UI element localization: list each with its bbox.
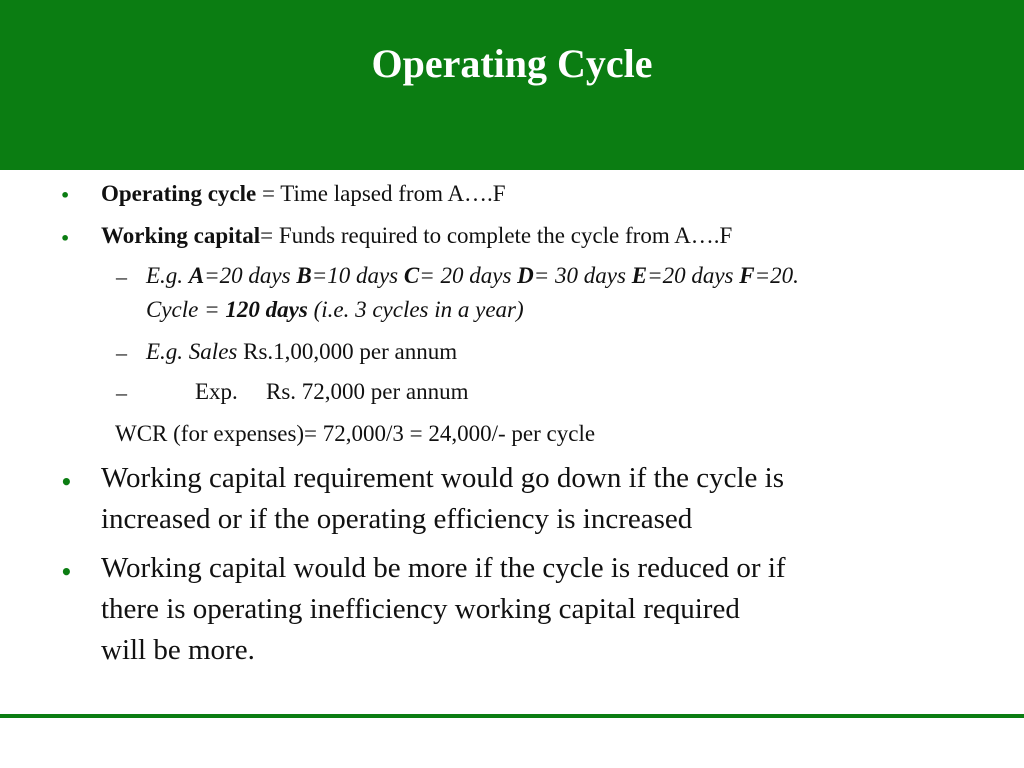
bullet-icon: • [60, 229, 71, 248]
stage-a: A [188, 263, 205, 288]
sales-label: E.g. Sales [146, 339, 238, 364]
expense-label: Exp. [195, 379, 238, 404]
wcr-calculation: WCR (for expenses)= 72,000/3 = 24,000/- per cycle [115, 421, 596, 446]
term-working-capital: Working capital [101, 223, 261, 248]
stage-b: B [296, 263, 312, 288]
dash-icon: – [116, 264, 127, 289]
eg-label: E.g. [146, 263, 189, 288]
sub-example-days [146, 263, 799, 289]
dash-icon: – [116, 380, 127, 405]
cycle-days: 120 days [225, 297, 308, 322]
stage-b-value: =10 days [311, 263, 404, 288]
sub-example-expense-value [266, 379, 469, 405]
bullet-wc-more-line2: there is operating inefficiency working capital required [101, 593, 740, 625]
sub-example-sales [146, 339, 457, 365]
bullet-icon: • [60, 560, 73, 584]
bullet-working-capital [101, 223, 732, 249]
cycle-suffix: (i.e. 3 cycles in a year) [307, 297, 524, 322]
bullet-wc-down-line2: increased or if the operating efficiency is increased [101, 503, 693, 535]
bullet-icon: • [60, 470, 73, 494]
bullet-icon: • [60, 186, 71, 205]
dash-icon: – [116, 340, 127, 365]
stage-f: F [739, 263, 755, 288]
stage-e: E [631, 263, 648, 288]
stage-f-value: =20. [754, 263, 799, 288]
bullet-wc-more-line1: Working capital would be more if the cycle is reduced or if [101, 552, 786, 584]
stage-d: D [517, 263, 534, 288]
bottom-divider [0, 714, 1024, 718]
stage-c: C [403, 263, 420, 288]
sub-example-expense [195, 379, 238, 405]
stage-a-value: =20 days [204, 263, 297, 288]
operating-cycle-definition: = Time lapsed from A….F [256, 181, 506, 206]
working-capital-definition: = Funds required to complete the cycle from A….F [260, 223, 733, 248]
stage-c-value: = 20 days [419, 263, 518, 288]
expense-value: Rs. 72,000 per annum [266, 379, 469, 404]
stage-d-value: = 30 days [533, 263, 632, 288]
term-operating-cycle: Operating cycle [101, 181, 257, 206]
slide-title: Operating Cycle [371, 41, 653, 86]
sales-value: Rs.1,00,000 per annum [237, 339, 458, 364]
bullet-wc-down-line1: Working capital requirement would go down if the cycle is [101, 462, 785, 494]
sub-example-cycle [146, 297, 524, 323]
stage-e-value: =20 days [647, 263, 740, 288]
bullet-wc-more-line3: will be more. [101, 634, 255, 666]
cycle-prefix: Cycle = [146, 297, 226, 322]
bullet-operating-cycle [101, 181, 506, 207]
